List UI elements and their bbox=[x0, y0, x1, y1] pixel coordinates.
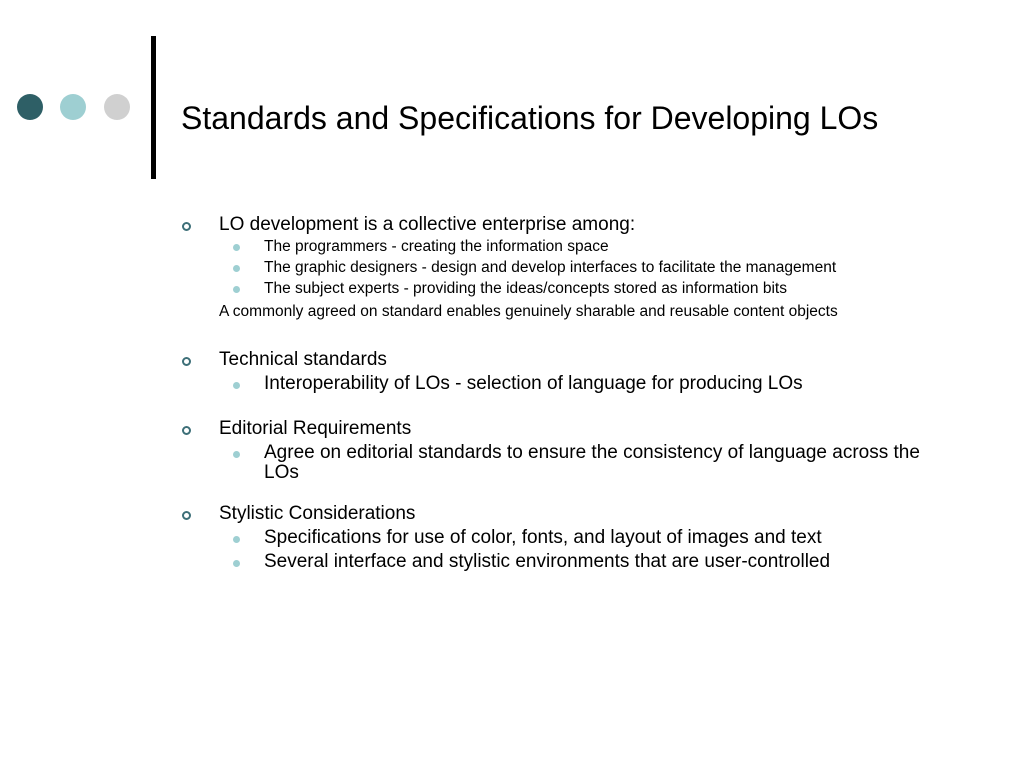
bullet-text: Specifications for use of color, fonts, and layout of images and text bbox=[264, 527, 822, 548]
section-note: A commonly agreed on standard enables genuinely sharable and reusable content objects bbox=[219, 303, 838, 320]
ring-bullet-icon bbox=[182, 426, 191, 435]
bullet-level2 bbox=[180, 443, 940, 483]
bullet-heading: Technical standards bbox=[219, 349, 387, 370]
ring-bullet-icon bbox=[182, 357, 191, 366]
ring-bullet-icon bbox=[182, 511, 191, 520]
slide-body bbox=[180, 214, 940, 572]
dot-bullet-icon bbox=[233, 451, 240, 458]
bullet-level2 bbox=[180, 257, 940, 278]
bullet-text: The programmers - creating the information space bbox=[264, 238, 609, 255]
bullet-level2 bbox=[180, 374, 940, 394]
bullet-level1 bbox=[180, 349, 940, 371]
bullet-level2 bbox=[180, 528, 940, 548]
decorative-dot-light bbox=[60, 94, 86, 120]
bullet-text: Interoperability of LOs - selection of language for producing LOs bbox=[264, 373, 803, 394]
bullet-level1 bbox=[180, 503, 940, 525]
decorative-dot-dark bbox=[17, 94, 43, 120]
dot-bullet-icon bbox=[233, 536, 240, 543]
bullet-text: Several interface and stylistic environments that are user-controlled bbox=[264, 551, 831, 572]
slide-title: Standards and Specifications for Developing LOs bbox=[181, 100, 879, 136]
dot-bullet-icon bbox=[233, 382, 240, 389]
bullet-level2 bbox=[180, 236, 940, 257]
dot-bullet-icon bbox=[233, 244, 240, 251]
title-divider-bar bbox=[151, 36, 156, 179]
bullet-text: Agree on editorial standards to ensure the consistency of language across the LOs bbox=[264, 442, 920, 483]
bullet-level2 bbox=[180, 278, 940, 299]
bullet-level2 bbox=[180, 552, 940, 572]
bullet-text: The graphic designers - design and develop interfaces to facilitate the management bbox=[264, 259, 837, 276]
bullet-heading: Stylistic Considerations bbox=[219, 503, 416, 524]
ring-bullet-icon bbox=[182, 222, 191, 231]
bullet-level1 bbox=[180, 418, 940, 440]
dot-bullet-icon bbox=[233, 286, 240, 293]
bullet-level1 bbox=[180, 214, 940, 236]
bullet-text: The subject experts - providing the ideas/concepts stored as information bits bbox=[264, 280, 787, 297]
dot-bullet-icon bbox=[233, 265, 240, 272]
bullet-heading: LO development is a collective enterprise among: bbox=[219, 214, 636, 235]
section-collective-enterprise bbox=[180, 214, 940, 323]
decorative-dot-gray bbox=[104, 94, 130, 120]
section-editorial-requirements bbox=[180, 418, 940, 483]
bullet-heading: Editorial Requirements bbox=[219, 418, 412, 439]
dot-bullet-icon bbox=[233, 560, 240, 567]
section-stylistic-considerations bbox=[180, 503, 940, 572]
section-technical-standards bbox=[180, 349, 940, 394]
